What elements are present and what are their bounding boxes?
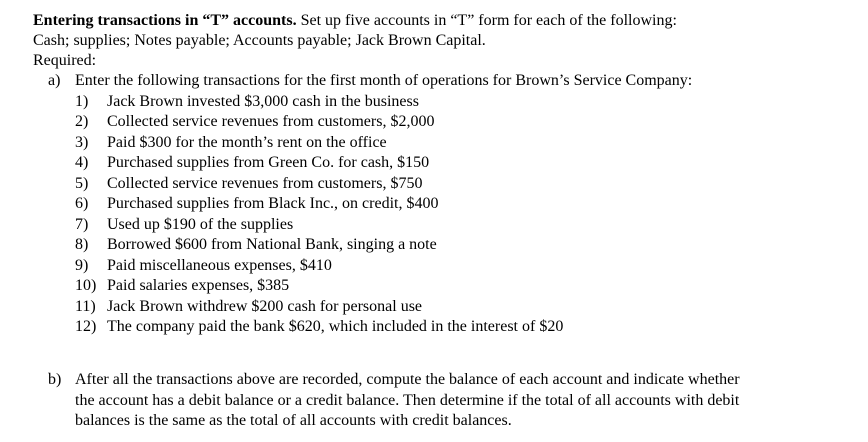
intro-rest-line-1: Set up five accounts in “T” form for each of the following: bbox=[296, 12, 677, 29]
transaction-text: Purchased supplies from Green Co. for cash, $150 bbox=[107, 154, 430, 171]
intro-bold-lead: Entering transactions in “T” accounts. bbox=[33, 12, 297, 29]
transaction-text: Borrowed $600 from National Bank, singing a note bbox=[107, 236, 437, 253]
transaction-number: 9) bbox=[75, 257, 89, 274]
part-b-line-3: balances is the same as the total of all accounts with credit balances. bbox=[75, 412, 512, 429]
transaction-text: Paid $300 for the month’s rent on the office bbox=[107, 134, 387, 151]
transaction-number: 6) bbox=[75, 195, 89, 212]
transaction-number: 11) bbox=[75, 298, 96, 315]
transaction-text: Collected service revenues from customers, $2,000 bbox=[107, 113, 435, 130]
transaction-number: 12) bbox=[75, 318, 97, 335]
transaction-number: 4) bbox=[75, 154, 89, 171]
transaction-text: Paid miscellaneous expenses, $410 bbox=[107, 257, 332, 274]
part-b-marker: b) bbox=[48, 371, 62, 388]
transaction-text: Jack Brown withdrew $200 cash for personal use bbox=[107, 298, 423, 315]
transaction-number: 8) bbox=[75, 236, 89, 253]
transaction-text: Paid salaries expenses, $385 bbox=[107, 277, 290, 294]
transaction-text: Jack Brown invested $3,000 cash in the business bbox=[107, 93, 419, 110]
transaction-number: 7) bbox=[75, 216, 89, 233]
intro-line-2: Cash; supplies; Notes payable; Accounts payable; Jack Brown Capital. bbox=[33, 32, 486, 49]
transaction-number: 2) bbox=[75, 113, 89, 130]
transaction-text: Collected service revenues from customers, $750 bbox=[107, 175, 423, 192]
transaction-number: 1) bbox=[75, 93, 89, 110]
transaction-text: Used up $190 of the supplies bbox=[107, 216, 294, 233]
part-b-line-2: the account has a debit balance or a credit balance. Then determine if the total of all accounts with debit bbox=[75, 392, 740, 409]
transaction-text: Purchased supplies from Black Inc., on credit, $400 bbox=[107, 195, 439, 212]
intro-line-1 bbox=[33, 11, 677, 31]
transaction-text: The company paid the bank $620, which included in the interest of $20 bbox=[107, 318, 564, 335]
part-b-line-1: After all the transactions above are recorded, compute the balance of each account and indicate whether bbox=[75, 371, 740, 388]
transaction-number: 3) bbox=[75, 134, 89, 151]
transaction-number: 10) bbox=[75, 277, 97, 294]
transaction-number: 5) bbox=[75, 175, 89, 192]
required-label: Required: bbox=[33, 52, 97, 69]
part-a-marker: a) bbox=[48, 72, 61, 89]
part-a-instruction: Enter the following transactions for the first month of operations for Brown’s Service Company: bbox=[75, 72, 693, 89]
